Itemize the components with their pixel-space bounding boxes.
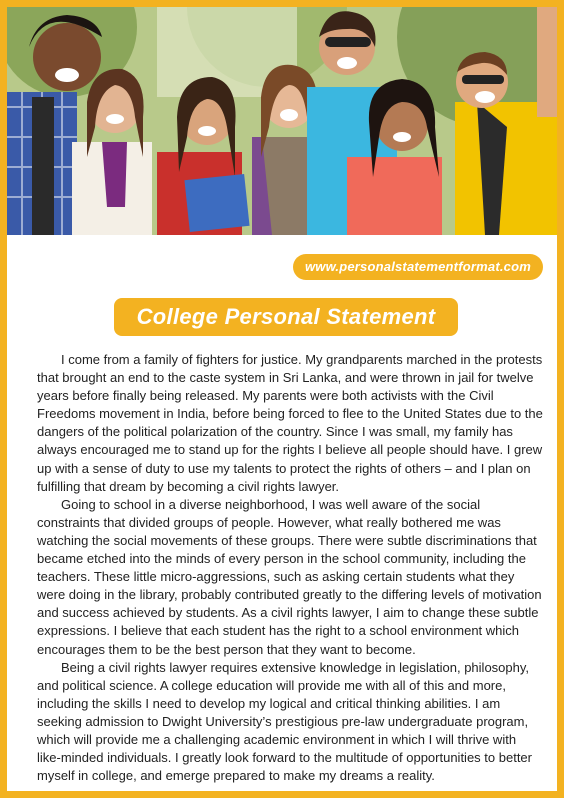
website-url-badge[interactable]: www.personalstatementformat.com — [293, 254, 543, 280]
page-title: College Personal Statement — [114, 298, 458, 336]
statement-paragraph-1: I come from a family of fighters for justice. My grandparents marched in the protests that brought an end to the caste system in Sri Lanka, and were thrown in jail for twelve years before finally being released. My parents were both activists with the Civil Freedoms movement in India, before being forced to flee to the United States due to the dangers of the political polarization of the country. Since I was small, my family has always encouraged me to stand up for the rights I believe all people should have. I grew up with a sense of duty to use my talents to protect the rights of others – and I plan on fulfilling that dream by becoming a civil rights lawyer. — [37, 352, 543, 494]
statement-body — [37, 351, 543, 785]
statement-paragraph-2: Going to school in a diverse neighborhood, I was well aware of the social constraints that divided groups of people. However, what really bothered me was watching the social movements of these groups. There were subtle discriminations that became etched into the minds of every person in the school community, including the teachers. These little micro-aggressions, such as asking certain students what they were doing in the library, probably contributed greatly to the differing levels of motivation and success achieved by students. As a civil rights lawyer, I aim to change these subtle expressions. I believe that each student has the right to a school environment which encourages them to be the best person that they want to become. — [37, 496, 542, 657]
students-illustration — [7, 7, 557, 235]
document-card — [7, 7, 557, 791]
statement-paragraph-3: Being a civil rights lawyer requires extensive knowledge in legislation, philosophy, and political science. A college education will provide me with all of this and more, including the skills I need to develop my logical and critical thinking abilities. I am seeking admission to Dwight University’s prestigious pre-law undergraduate program, which will provide me a challenging academic environment in which I will thrive with like-minded individuals. I greatly look forward to the multitude of opportunities to better myself in college, and emerge prepared to make my dreams a reality. — [37, 659, 532, 784]
students-photo — [7, 7, 557, 235]
